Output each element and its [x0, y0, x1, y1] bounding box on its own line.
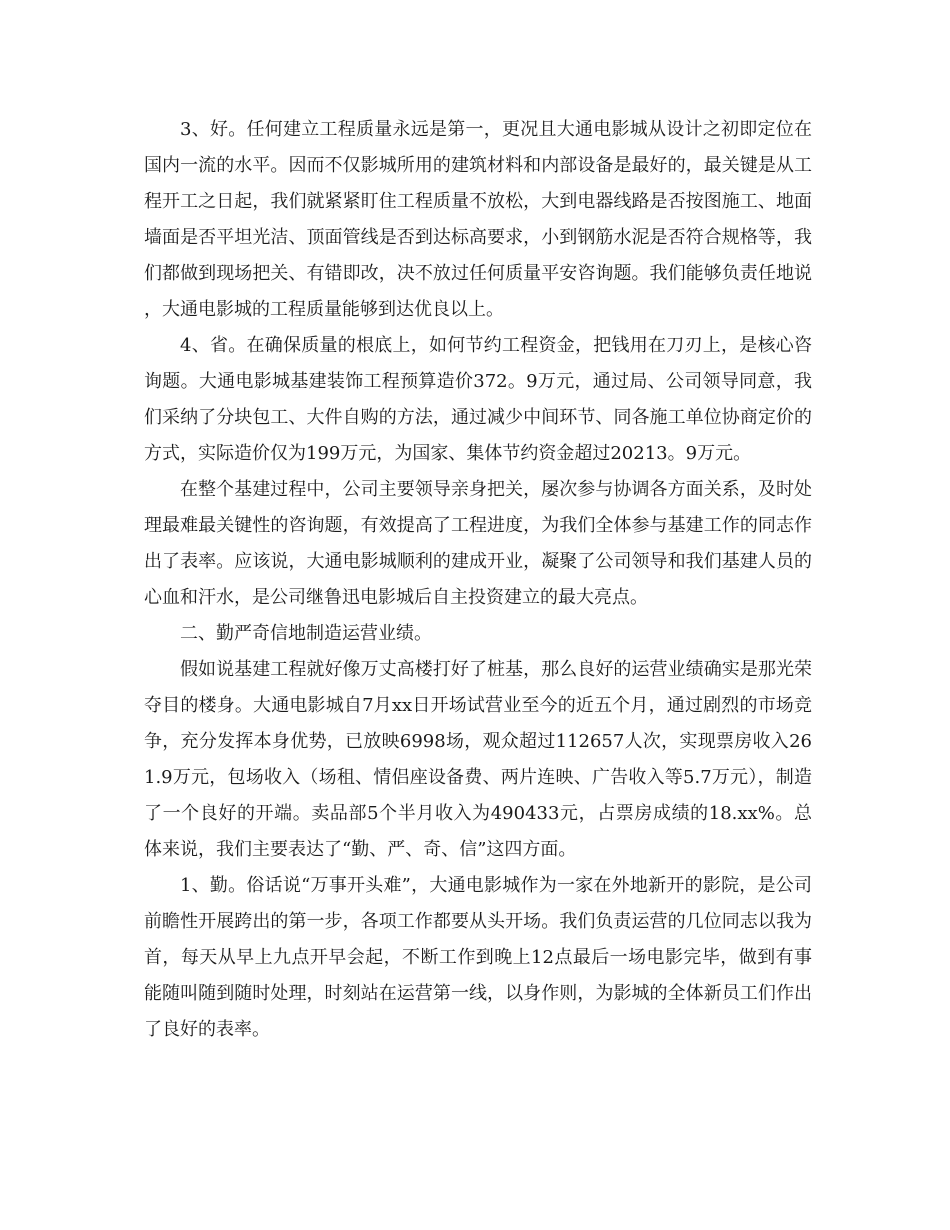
paragraph-operations-summary: 假如说基建工程就好像万丈高楼打好了桩基，那么良好的运营业绩确实是那光荣夺目的楼身。大通电影城自7月xx日开场试营业至今的近五个月，通过剧烈的市场竞争，充分发挥本身优势，已放映6998场，观众超过112657人次，实现票房收入261.9万元，包场收入（场租、情侣座设备费、两片连映、广告收入等5.7万元），制造了一个良好的开端。卖品部5个半月收入为490433元，占票房成绩的18.xx%。总体来说，我们主要表达了“勤、严、奇、信”这四方面。 — [144, 659, 812, 860]
paragraph-leadership: 在整个基建过程中，公司主要领导亲身把关，屡次参与协调各方面关系，及时处理最难最关键性的咨询题，有效提高了工程进度，为我们全体参与基建工作的同志作出了表率。应该说，大通电影城顺利的建成开业，凝聚了公司领导和我们基建人员的心血和汗水，是公司继鲁迅电影城后自主投资建立的最大亮点。 — [144, 479, 812, 608]
paragraph-quality: 3、好。任何建立工程质量永远是第一，更况且大通电影城从设计之初即定位在国内一流的水平。因而不仅影城所用的建筑材料和内部设备是最好的，最关键是从工程开工之日起，我们就紧紧盯住工程质量不放松，大到电器线路是否按图施工、地面墙面是否平坦光洁、顶面管线是否到达标高要求，小到钢筋水泥是否符合规格等，我们都做到现场把关、有错即改，决不放过任何质量平安咨询题。我们能够负责任地说，大通电影城的工程质量能够到达优良以上。 — [144, 119, 812, 320]
paragraph-diligence: 1、勤。俗话说“万事开头难”，大通电影城作为一家在外地新开的影院，是公司前瞻性开展跨出的第一步，各项工作都要从头开场。我们负责运营的几位同志以我为首，每天从早上九点开早会起，不断工作到晚上12点最后一场电影完毕，做到有事能随叫随到随时处理，时刻站在运营第一线，以身作则，为影城的全体新员工们作出了良好的表率。 — [144, 875, 812, 1040]
paragraph-saving: 4、省。在确保质量的根底上，如何节约工程资金，把钱用在刀刃上，是核心咨询题。大通电影城基建装饰工程预算造价372。9万元，通过局、公司领导同意，我们采纳了分块包工、大件自购的方法，通过减少中间环节、同各施工单位协商定价的方式，实际造价仅为199万元，为国家、集体节约资金超过20213。9万元。 — [144, 335, 812, 464]
section-heading-operations: 二、勤严奇信地制造运营业绩。 — [180, 623, 432, 644]
document-body — [144, 112, 812, 1048]
